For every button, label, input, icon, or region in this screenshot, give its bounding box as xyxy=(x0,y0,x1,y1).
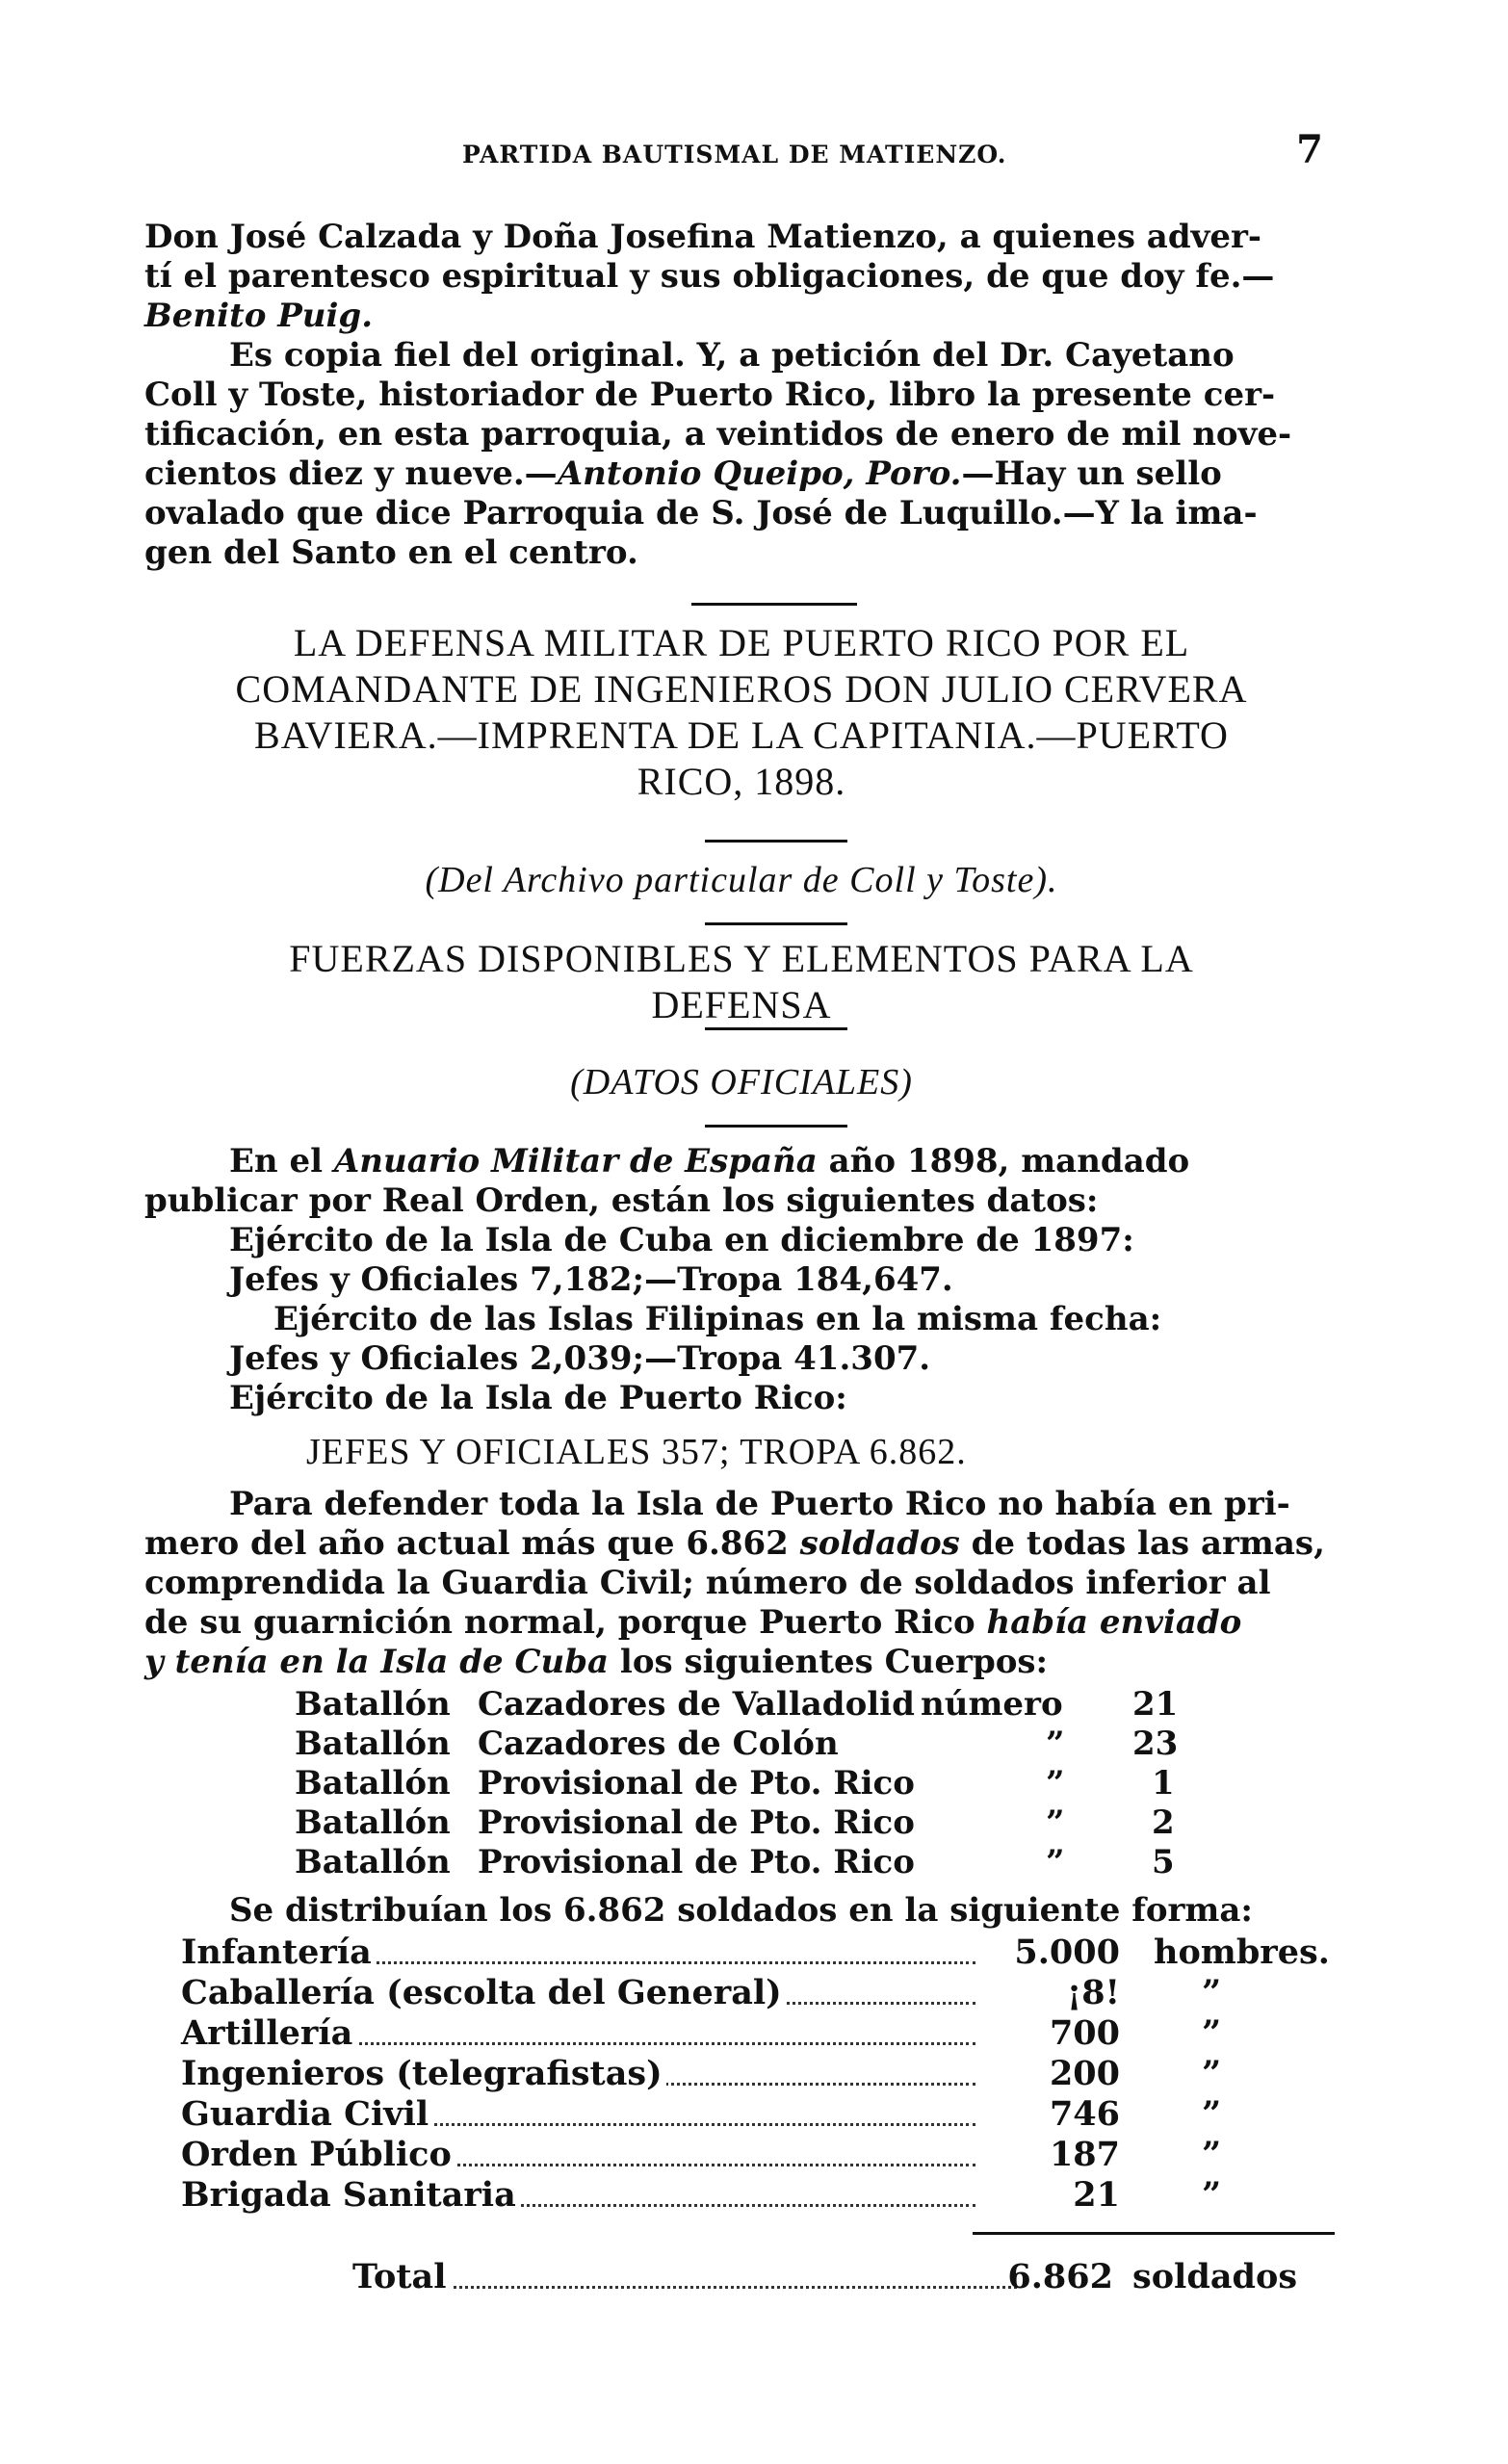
distribution-value: 746 xyxy=(1049,2094,1120,2134)
text-line xyxy=(144,1524,1339,1564)
text-span: los siguientes Cuerpos: xyxy=(619,1643,1049,1681)
paragraph-certification xyxy=(144,336,1339,573)
text-span: había enviado xyxy=(986,1603,1242,1642)
text-span: cientos diez y nueve.— xyxy=(144,454,558,493)
distribution-unit: ” xyxy=(1202,2135,1222,2174)
distribution-row xyxy=(181,1973,1298,2012)
text-line: Coll y Toste, historiador de Puerto Rico, libro la presente cer- xyxy=(144,376,1276,414)
text-line xyxy=(144,454,1339,494)
text-span: mero del año actual más que 6.862 xyxy=(144,1524,789,1563)
data-line: Ejército de las Islas Filipinas en la misma fecha: xyxy=(273,1300,1162,1338)
distribution-value: ¡8! xyxy=(1066,1973,1120,2012)
distribution-row xyxy=(181,2013,1298,2053)
distribution-label: Ingenieros (telegrafistas) xyxy=(181,2054,666,2093)
battalion-row xyxy=(295,1764,1181,1803)
section-title xyxy=(144,936,1339,1028)
distribution-unit: ” xyxy=(1202,1973,1222,2012)
total-label: Total xyxy=(352,2257,451,2296)
battalion-name: Batallón xyxy=(295,1843,451,1881)
distribution-label: Caballería (escolta del General) xyxy=(181,1973,786,2012)
battalion-number: 5 xyxy=(1152,1843,1175,1881)
signature-span: Antonio Queipo, Poro. xyxy=(557,454,962,493)
section-rule xyxy=(691,603,857,606)
text-span: —Hay un sello xyxy=(961,454,1222,493)
text-span: y tenía en la Isla de Cuba xyxy=(144,1643,610,1681)
battalion-kind: Cazadores de Colón xyxy=(478,1725,839,1763)
battalion-name: Batallón xyxy=(295,1764,451,1803)
distribution-label: Brigada Sanitaria xyxy=(181,2175,520,2215)
battalion-kind: Provisional de Pto. Rico xyxy=(478,1764,915,1803)
text-line xyxy=(144,1142,1339,1181)
text-line xyxy=(144,1643,1339,1682)
distribution-label: Guardia Civil xyxy=(181,2094,432,2134)
data-line: Ejército de la Isla de Cuba en diciembre de 1897: xyxy=(229,1221,1134,1259)
distribution-label: Artillería xyxy=(181,2013,356,2053)
battalion-number: 23 xyxy=(1132,1725,1179,1763)
battalion-number: 2 xyxy=(1152,1803,1175,1842)
title-line: LA DEFENSA MILITAR DE PUERTO RICO POR EL xyxy=(293,621,1190,664)
distribution-unit: ” xyxy=(1202,2013,1222,2053)
battalion-kind: Cazadores de Valladolid xyxy=(478,1685,915,1724)
text-line: gen del Santo en el centro. xyxy=(144,533,638,572)
data-line: Jefes y Oficiales 2,039;—Tropa 41.307. xyxy=(229,1339,931,1378)
title-line: DEFENSA xyxy=(651,983,832,1026)
title-line: BAVIERA.—IMPRENTA DE LA CAPITANIA.—PUERTO xyxy=(254,713,1229,757)
data-line: Ejército de la Isla de Puerto Rico: xyxy=(229,1379,847,1417)
page-header xyxy=(144,127,1339,185)
battalion-kind: Provisional de Pto. Rico xyxy=(478,1803,915,1842)
section-rule xyxy=(705,922,847,925)
distribution-label: Infantería xyxy=(181,1932,376,1972)
distribution-value: 187 xyxy=(1049,2135,1120,2174)
publication-title: Anuario Militar de España xyxy=(333,1142,818,1180)
total-row xyxy=(352,2257,1315,2296)
text-line: ovalado que dice Parroquia de S. José de Luquillo.—Y la ima- xyxy=(144,494,1258,532)
paragraph-anuario xyxy=(144,1142,1339,1221)
ditto-mark: ” xyxy=(1046,1843,1065,1881)
section-rule xyxy=(705,1027,847,1030)
total-unit: soldados xyxy=(1132,2257,1298,2296)
distribution-intro: Se distribuían los 6.862 soldados en la siguiente forma: xyxy=(229,1891,1253,1930)
text-line: Don José Calzada y Doña Josefina Matienzo, a quienes adver- xyxy=(144,218,1262,256)
distribution-row xyxy=(181,2054,1298,2093)
text-span: soldados xyxy=(799,1524,960,1563)
battalion-row xyxy=(295,1843,1181,1882)
leader-dots xyxy=(391,2286,1017,2289)
text-span: de su guarnición normal, porque Puerto Rico xyxy=(144,1603,975,1642)
archive-note: (Del Archivo particular de Coll y Toste). xyxy=(425,860,1058,900)
page-number: 7 xyxy=(1296,127,1323,172)
distribution-row xyxy=(181,2094,1298,2134)
battalion-kind: Provisional de Pto. Rico xyxy=(478,1843,915,1881)
total-value: 6.862 xyxy=(1007,2257,1113,2296)
distribution-value: 200 xyxy=(1049,2054,1120,2093)
ditto-mark: ” xyxy=(1046,1764,1065,1803)
ditto-mark: número xyxy=(921,1685,1063,1724)
distribution-unit: ” xyxy=(1202,2094,1222,2134)
distribution-row xyxy=(181,2175,1298,2215)
ditto-mark: ” xyxy=(1046,1725,1065,1763)
text-span: En el xyxy=(229,1142,324,1180)
text-span: año 1898, mandado xyxy=(828,1142,1190,1180)
battalion-row xyxy=(295,1685,1181,1725)
text-line: Para defender toda la Isla de Puerto Rico no había en pri- xyxy=(229,1485,1290,1523)
distribution-value: 700 xyxy=(1049,2013,1120,2053)
title-line: RICO, 1898. xyxy=(637,760,846,803)
distribution-unit: ” xyxy=(1202,2054,1222,2093)
title-line: COMANDANTE DE INGENIEROS DON JULIO CERVERA xyxy=(235,667,1248,711)
book-title-block xyxy=(144,620,1339,805)
text-line: Es copia fiel del original. Y, a petición del Dr. Cayetano xyxy=(229,336,1235,375)
official-data-note: (DATOS OFICIALES) xyxy=(570,1062,913,1102)
battalion-name: Batallón xyxy=(295,1803,451,1842)
distribution-unit: hombres. xyxy=(1154,1932,1330,1972)
battalion-number: 1 xyxy=(1152,1764,1175,1803)
paragraph-defense xyxy=(144,1485,1339,1682)
signature-line: Benito Puig. xyxy=(144,297,374,335)
text-line: tificación, en esta parroquia, a veintidos de enero de mil nove- xyxy=(144,415,1292,454)
distribution-value: 5.000 xyxy=(1014,1932,1120,1972)
battalion-row xyxy=(295,1725,1181,1764)
distribution-label: Orden Público xyxy=(181,2135,455,2174)
ditto-mark: ” xyxy=(1046,1803,1065,1842)
text-line: comprendida la Guardia Civil; número de soldados inferior al xyxy=(144,1564,1271,1602)
text-line xyxy=(144,1603,1339,1643)
battalion-name: Batallón xyxy=(295,1725,451,1763)
total-rule xyxy=(973,2232,1335,2235)
distribution-value: 21 xyxy=(1073,2175,1120,2215)
battalion-name: Batallón xyxy=(295,1685,451,1724)
data-line: Jefes y Oficiales 7,182;—Tropa 184,647. xyxy=(229,1260,953,1299)
text-line: publicar por Real Orden, están los siguientes datos: xyxy=(144,1181,1099,1220)
battalion-row xyxy=(295,1803,1181,1843)
running-title: PARTIDA BAUTISMAL DE MATIENZO. xyxy=(462,141,1007,169)
pr-totals: JEFES Y OFICIALES 357; TROPA 6.862. xyxy=(306,1432,967,1472)
distribution-unit: ” xyxy=(1202,2175,1222,2215)
distribution-row xyxy=(181,1932,1330,1972)
battalion-number: 21 xyxy=(1132,1685,1179,1724)
distribution-row xyxy=(181,2135,1298,2174)
section-rule xyxy=(705,840,847,843)
title-line: FUERZAS DISPONIBLES Y ELEMENTOS PARA LA xyxy=(289,937,1194,980)
paragraph-baptism-end xyxy=(144,218,1339,336)
section-rule xyxy=(705,1125,847,1128)
text-span: de todas las armas, xyxy=(971,1524,1325,1563)
text-line: tí el parentesco espiritual y sus obligaciones, de que doy fe.— xyxy=(144,257,1275,296)
